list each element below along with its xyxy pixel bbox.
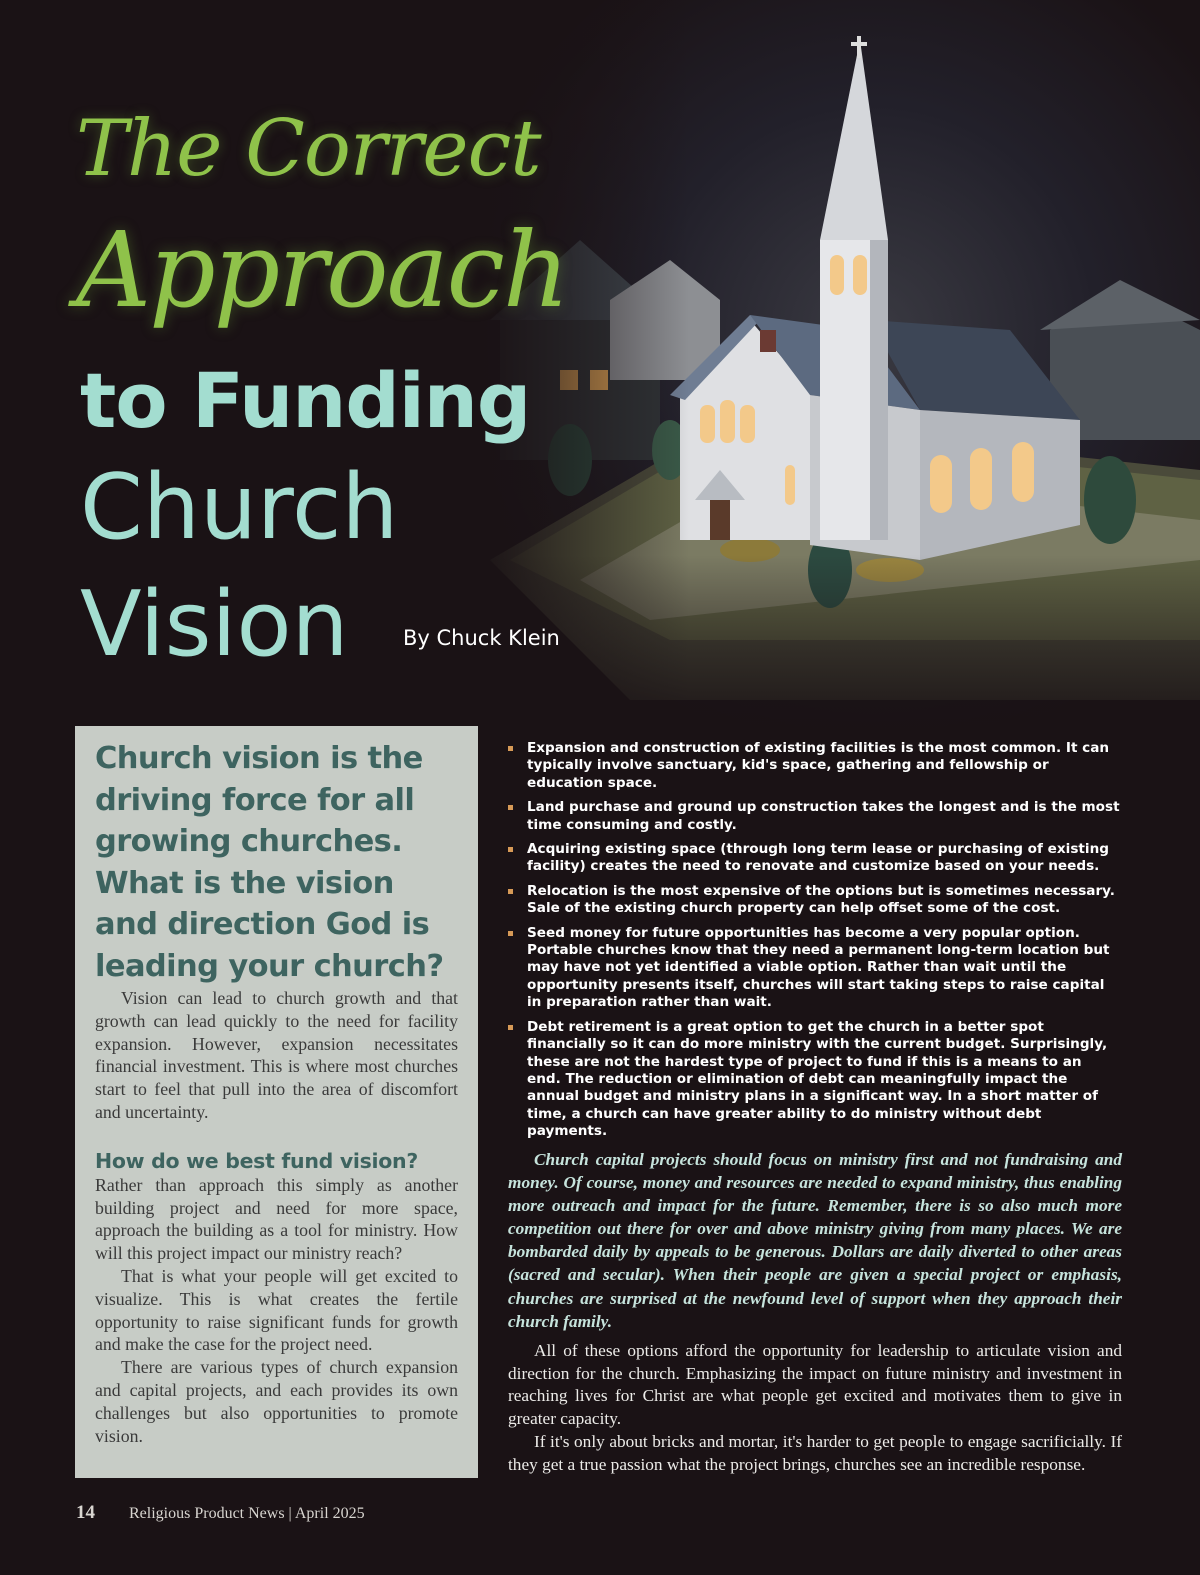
sidebar-paragraph-4: There are various types of church expansion and capital projects, and each provides its own challenges but also opportunities to promote vision. xyxy=(95,1357,458,1446)
page-number: 14 xyxy=(76,1502,95,1523)
title-line-3: to Funding xyxy=(80,356,531,445)
list-item-text: Debt retirement is a great option to get the church in a better spot financially so it can do more ministry with the current budget. Surprisingly, these are not the hardest type of project to fund if this is a means to an end. The reduction or elimination of debt can meaningfully impact the annual budget and ministry plans in a significant way. In a short matter of time, a church can have greater ability to do ministry without debt payments. xyxy=(527,1018,1108,1140)
list-item-text: Land purchase and ground up construction takes the longest and is the most time consuming and costly. xyxy=(527,799,1120,833)
pull-quote: Church capital projects should focus on ministry first and not fundraising and money. Of course, money and resources are needed to expand ministry, thus enabling more outreach and impact for the future. Remember, there is so also much more competition out there for over and above ministry giving from many places. We are bombarded daily by appeals to be generous. Dollars are daily diverted to other areas (sacred and secular). When their people are given a special project or emphasis, churches are surprised at the newfound level of support when they approach their church family. xyxy=(508,1150,1122,1331)
list-item xyxy=(508,841,1120,876)
list-item-text: Expansion and construction of existing facilities is the most common. It can typically involve sanctuary, kid's space, gathering and fellowship or education space. xyxy=(527,740,1110,791)
sidebar-paragraph-2: Rather than approach this simply as another building project and need for more space, approach the building as a tool for ministry. How will this project impact our ministry reach? xyxy=(95,1174,458,1264)
sidebar-heading: Church vision is the driving force for all growing churches. What is the vision and direction God is leading your church? xyxy=(95,741,444,984)
bullet-mark-icon xyxy=(508,889,513,894)
bullet-mark-icon xyxy=(508,805,513,810)
title-line-5: Vision xyxy=(80,572,349,677)
list-item-text: Relocation is the most expensive of the options but is sometimes necessary. Sale of the existing church property can help offset some of the cost. xyxy=(527,882,1115,917)
church-model-illustration xyxy=(470,0,1200,740)
church-illustration-svg xyxy=(470,0,1200,740)
sidebar-subheading: How do we best fund vision? xyxy=(95,1148,418,1173)
byline: By Chuck Klein xyxy=(403,626,560,650)
list-item xyxy=(508,799,1120,834)
sidebar-paragraph-1: Vision can lead to church growth and that growth can lead quickly to the need for facility expansion. However, expansion necessitates financial investment. This is where most churches start to feel that pull into the area of discomfort and uncertainty. xyxy=(95,988,458,1122)
project-types-list xyxy=(508,740,1120,1148)
publication-info: Religious Product News | April 2025 xyxy=(129,1505,365,1522)
list-item-text: Acquiring existing space (through long term lease or purchasing of existing facility) creates the need to renovate and customize based on your needs. xyxy=(527,841,1109,875)
body-paragraph-2: If it's only about bricks and mortar, it's harder to get people to engage sacrificially. If they get a true passion what the project brings, churches see an incredible response. xyxy=(508,1432,1122,1474)
list-item xyxy=(508,740,1120,792)
title-line-2: Approach xyxy=(76,209,568,331)
list-item xyxy=(508,925,1120,1012)
sidebar-paragraph-3: That is what your people will get excited to visualize. This is what creates the fertile opportunity to raise significant funds for growth and make the case for the project need. xyxy=(95,1265,458,1355)
list-item-text: Seed money for future opportunities has become a very popular option. Portable churches know that they need a permanent long-term location but may have not yet identified a viable option. Rather than wait until the opportunity presents itself, churches will start taking steps to raise capital in preparation rather than wait. xyxy=(527,924,1110,1011)
bullet-mark-icon xyxy=(508,847,513,852)
bullet-mark-icon xyxy=(508,1025,513,1030)
bullet-mark-icon xyxy=(508,746,513,751)
list-item xyxy=(508,1019,1120,1141)
list-item xyxy=(508,883,1120,918)
body-paragraph-1: All of these options afford the opportunity for leadership to articulate vision and direction for the church. Emphasizing the impact on future ministry and investment in reaching lives for Christ are what people get excited and motivates them to give in greater capacity. xyxy=(508,1341,1122,1428)
page-footer xyxy=(76,1502,365,1524)
sidebar-box xyxy=(75,726,478,1478)
title-line-4: Church xyxy=(80,455,399,560)
bullet-mark-icon xyxy=(508,931,513,936)
title-line-1: The Correct xyxy=(76,104,541,194)
